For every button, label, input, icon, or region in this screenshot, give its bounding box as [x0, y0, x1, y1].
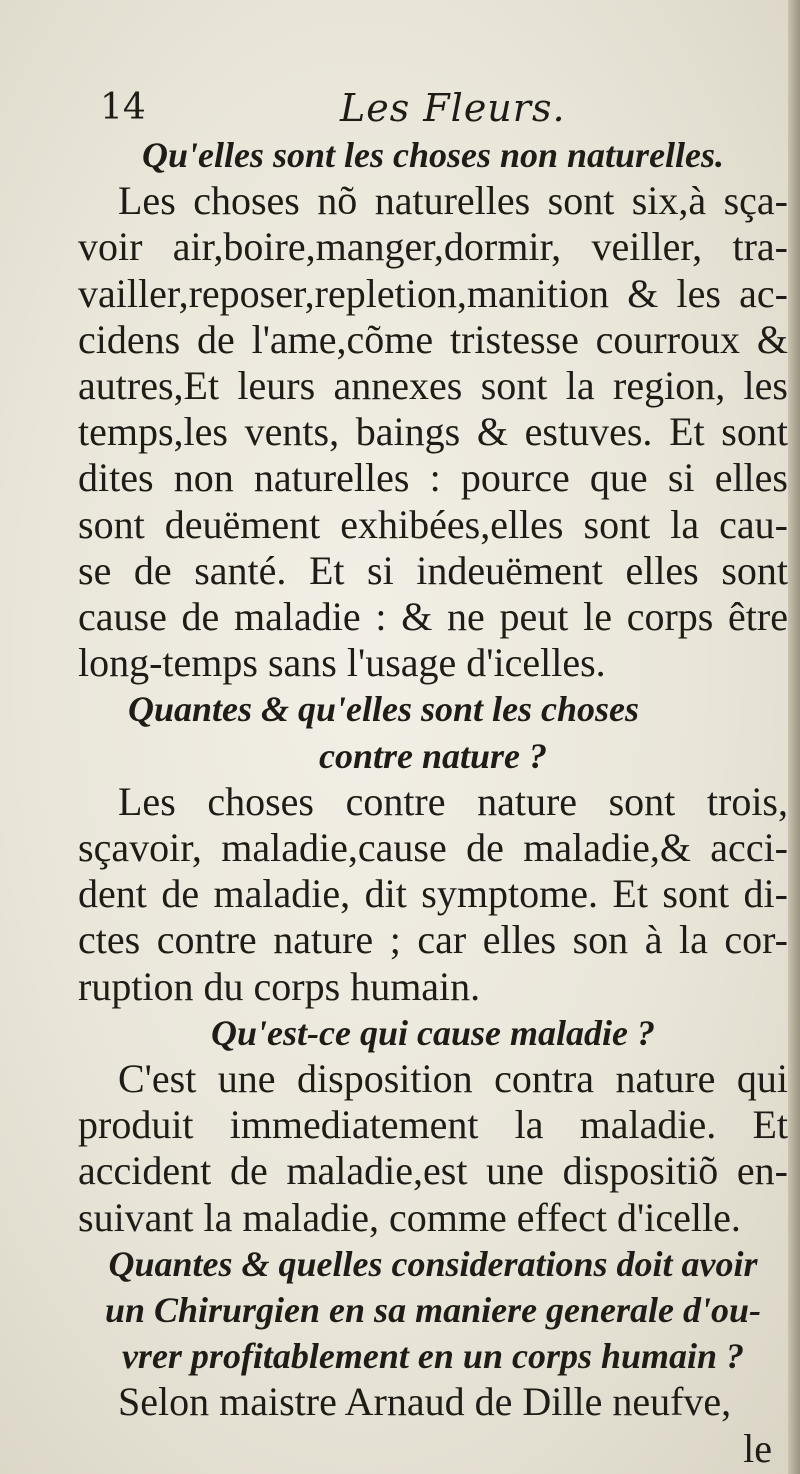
text-line: Les choses nõ naturelles sont six,à sça-: [118, 178, 788, 224]
page-body: [78, 132, 788, 1472]
running-title: Les Fleurs.: [340, 86, 566, 130]
text-line: C'est une disposition contra nature qui: [118, 1056, 788, 1102]
text-line: sçavoir, maladie,cause de maladie,& acci-: [78, 825, 788, 871]
text-line: cidens de l'ame,cõme tristesse courroux &: [78, 316, 788, 362]
question-heading: Qu'elles sont les choses non naturelles.: [141, 135, 725, 175]
text-line: dites non naturelles : pource que si elles: [78, 455, 788, 501]
text-line: autres,Et leurs annexes sont la region, les: [78, 363, 788, 409]
page-edge-shadow: [788, 0, 800, 1474]
question-heading: Quantes & quelles considerations doit avoir: [108, 1243, 758, 1284]
text-line: accident de maladie,est une dispositiõ en-: [78, 1148, 788, 1194]
question-heading: vrer profitablement en un corps humain ?: [121, 1336, 745, 1377]
text-line: produit immediatement la maladie. Et: [78, 1102, 788, 1148]
question-heading: Quantes & qu'elles sont les choses: [128, 689, 640, 730]
page-number: 14: [100, 87, 146, 128]
text-line: cause de maladie : & ne peut le corps être: [78, 594, 788, 640]
text-line: Les choses contre nature sont trois,: [118, 778, 788, 824]
text-line: Selon maistre Arnaud de Dille neufve,: [118, 1379, 732, 1425]
question-heading: Qu'est-ce qui cause maladie ?: [211, 1012, 655, 1053]
text-line: se de santé. Et si indeuëment elles sont: [78, 547, 788, 593]
page-header: [100, 84, 760, 132]
question-heading: contre nature ?: [318, 735, 548, 776]
text-line: vailler,reposer,repletion,manition & les ac-: [78, 270, 788, 316]
text-line: suivant la maladie, comme effect d'icelle.: [78, 1194, 741, 1240]
text-line: temps,les vents, baings & estuves. Et sont: [78, 409, 788, 455]
text-line: ruption du corps humain.: [78, 963, 481, 1009]
text-line: ctes contre nature ; car elles son à la cor-: [78, 917, 788, 963]
catchword: le: [743, 1425, 772, 1471]
text-line: sont deuëment exhibées,elles sont la cau-: [78, 501, 788, 547]
text-line: voir air,boire,manger,dormir, veiller, tra-: [78, 224, 788, 270]
text-line: dent de maladie, dit symptome. Et sont di-: [78, 871, 788, 917]
text-line: long-temps sans l'usage d'icelles.: [78, 640, 606, 686]
question-heading: un Chirurgien en sa maniere generale d'ou-: [104, 1290, 762, 1331]
